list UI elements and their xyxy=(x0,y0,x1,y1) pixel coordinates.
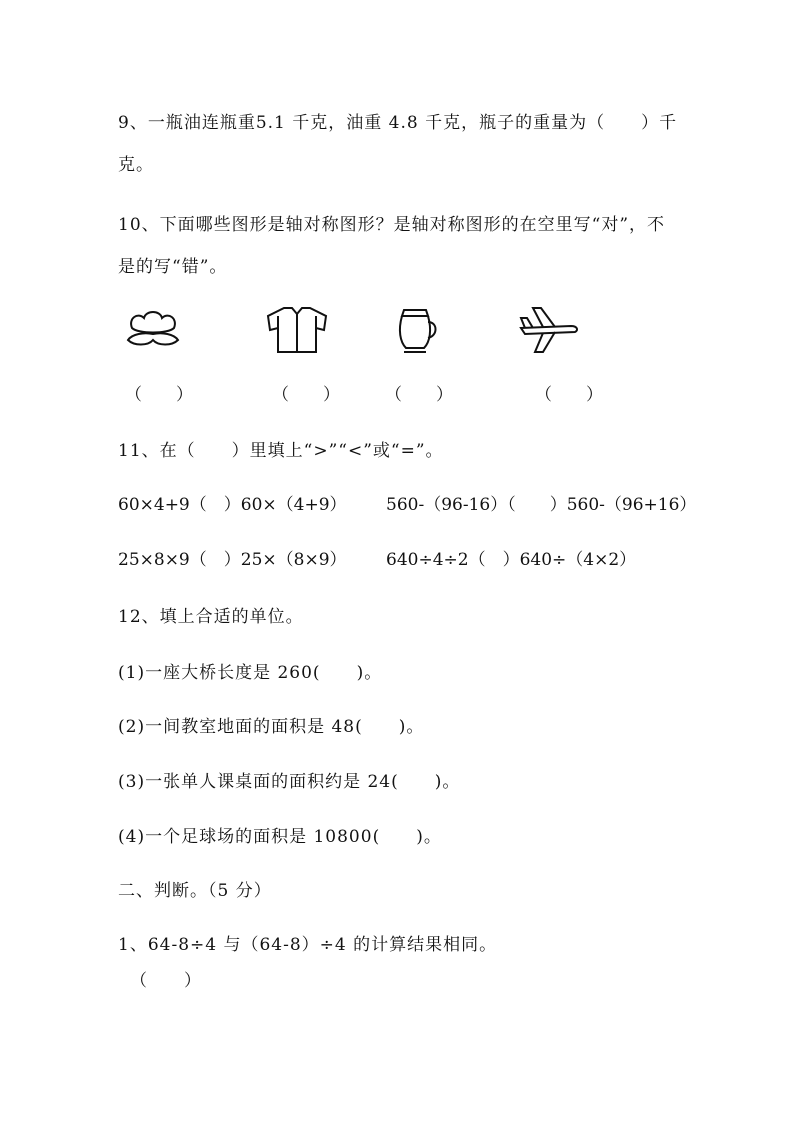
airplane-icon xyxy=(515,300,585,360)
unit-item: (1)一座大桥长度是 260( )。 xyxy=(118,663,383,683)
unit-item: (3)一张单人课桌面的面积约是 24( )。 xyxy=(118,772,461,792)
question-12-title: 12、填上合适的单位。 xyxy=(118,607,304,627)
question-9-line-2: 克。 xyxy=(118,155,154,175)
shirt-icon xyxy=(262,300,332,360)
section-2-title: 二、判断。（5 分） xyxy=(118,881,272,901)
flower-icon xyxy=(118,300,188,360)
figure-answer-blank[interactable]: （ ） xyxy=(385,385,453,405)
unit-item: (2)一间教室地面的面积是 48( )。 xyxy=(118,717,425,737)
question-9-line-1: 9、一瓶油连瓶重5.1 千克，油重 4.8 千克，瓶子的重量为（ ）千 xyxy=(118,113,678,133)
figure-answer-blank[interactable]: （ ） xyxy=(125,385,193,405)
comparison-item: 560-（96-16）（ ）560-（96+16） xyxy=(386,495,697,515)
comparison-item: 640÷4÷2（ ）640÷（4×2） xyxy=(386,550,637,570)
comparison-item: 25×8×9（ ）25×（8×9） xyxy=(118,550,347,570)
figure-answer-blank[interactable]: （ ） xyxy=(535,385,603,405)
judgment-answer-blank[interactable]: （ ） xyxy=(130,971,202,991)
unit-item: (4)一个足球场的面积是 10800( )。 xyxy=(118,827,442,847)
judgment-question-1: 1、64-8÷4 与（64-8）÷4 的计算结果相同。 xyxy=(118,935,498,955)
question-10-line-2: 是的写“错”。 xyxy=(118,257,228,277)
question-10-line-1: 10、下面哪些图形是轴对称图形？是轴对称图形的在空里写“对”，不 xyxy=(118,215,666,235)
figure-answer-blank[interactable]: （ ） xyxy=(272,385,340,405)
comparison-item: 60×4+9（ ）60×（4+9） xyxy=(118,495,347,515)
question-11-title: 11、在（ ）里填上“>”“<”或“=”。 xyxy=(118,441,444,461)
teapot-icon xyxy=(382,300,452,360)
